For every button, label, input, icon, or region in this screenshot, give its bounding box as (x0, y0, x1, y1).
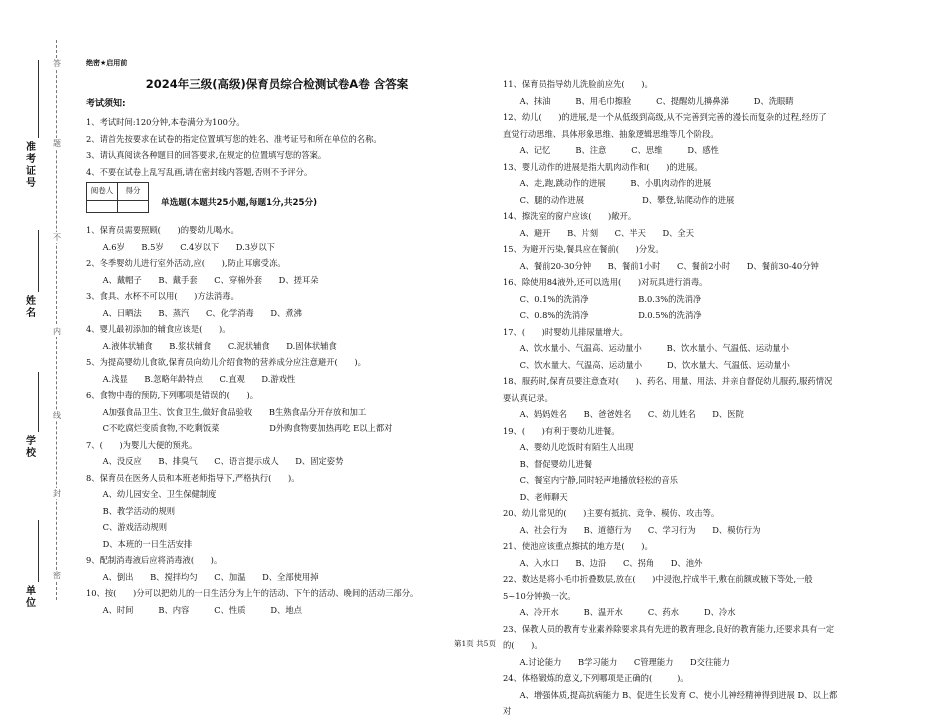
question-line: 7、( )为婴儿大便的预兆。 (86, 439, 198, 450)
name-label: 姓名 (26, 296, 36, 319)
question-line: A、餐前20-30分钟 B、餐前1小时 C、餐前2小时 D、餐前30-40分钟 (503, 260, 819, 271)
question-line: A、幼儿园安全、卫生保健制度 (86, 489, 217, 499)
question-line: A、冷开水 B、温开水 C、药水 D、冷水 (503, 607, 736, 617)
question-line: A、戴帽子 B、戴手套 C、穿棉外套 D、搓耳朵 (86, 274, 319, 285)
question-line: 17、( )时婴幼儿排尿量增大。 (503, 326, 628, 337)
question-line: 13、婴儿动作的进展是指大肌肉动作和( )的进展。 (503, 161, 703, 172)
question-line: A、倒出 B、搅拌均匀 C、加温 D、全部使用掉 (86, 571, 319, 582)
score-section (86, 182, 468, 222)
seal-char: 内 (53, 327, 61, 336)
question-line: 24、体格锻炼的意义,下列哪项是正确的( )。 (503, 673, 689, 683)
name-underline (38, 230, 39, 292)
question-line: 11、保育员指导幼儿洗脸前应先( )。 (503, 79, 653, 89)
question-line: C、饮水量大、气温高、运动量小 D、饮水量大、气温低、运动量小 (503, 359, 790, 370)
question-line: 12、幼儿( )的进展,是一个从低级到高级,从不完善到完善的漫长而复杂的过程,经历了 (503, 112, 827, 122)
school-label: 学校 (26, 436, 36, 459)
question-line: 6、食物中毒的预防,下列哪项是错误的( )。 (86, 390, 259, 400)
question-line: B、教学活动的规则 (86, 505, 176, 516)
question-line: 9、配制消毒液后应将消毒液( )。 (86, 555, 223, 565)
score-header: 得分 (118, 183, 149, 201)
question-line: A、日晒法 B、蒸汽 C、化学消毒 D、煮沸 (86, 307, 302, 318)
question-line: 20、幼儿常见的( )主要有抵抗、竞争、模仿、攻击等。 (503, 508, 720, 518)
secret-mark: 绝密★启用前 (86, 59, 128, 67)
question-line: A加强食品卫生、饮食卫生,做好食品验收 B生熟食品分开存放和加工 (86, 406, 367, 417)
seal-char: 线 (53, 411, 61, 420)
question-line: 16、除使用84液外,还可以选用( )对玩具进行消毒。 (503, 277, 708, 287)
question-line: 19、( )有利于婴幼儿进餐。 (503, 425, 620, 436)
exam-number-underline (38, 60, 39, 138)
question-line: 1、保育员需要照顾( )的婴幼儿喝水。 (86, 225, 239, 235)
question-line: 要认真记录。 (503, 392, 553, 403)
question-line: D、本班的一日生活安排 (86, 538, 193, 549)
notice-heading: 考试须知: (86, 99, 126, 109)
question-line: A、没反应 B、排臭气 C、语言提示成人 D、固定姿势 (86, 456, 344, 466)
question-line: 5~10分钟换一次。 (503, 590, 576, 601)
question-line: 直觉行动思维、具体形象思维、抽象逻辑思维等几个阶段。 (503, 128, 719, 139)
question-line: A、婴幼儿吃饭时有陌生人出现 (503, 442, 634, 452)
question-line: 对 (503, 706, 512, 716)
question-line: A、饮水量小、气温高、运动量小 B、饮水量小、气温低、运动量小 (503, 343, 789, 353)
question-line: A、增强体质,提高抗病能力 B、促进生长发育 C、使小儿神经精神得到进展 D、以上都 (503, 689, 838, 700)
question-line: C、0.8%的洗消净 D.0.5%的洗消净 (503, 310, 702, 320)
question-line: C不吃腐烂变质食物,不吃剩饭菜 D外购食物要加热再吃 E以上都对 (86, 423, 393, 433)
question-line: 10、按( )分可以把幼儿的一日生活分为上午的活动、下午的活动、晚间的活动三部分。 (86, 588, 419, 598)
question-line: A、抹油 B、用毛巾擦脸 C、提醒幼儿擤鼻涕 D、洗眼睛 (503, 95, 794, 106)
question-line: D、老师聊天 (503, 491, 568, 502)
left-column (86, 56, 468, 618)
question-line: 14、擦洗室的窗户应该( )敞开。 (503, 211, 637, 221)
binding-margin (0, 0, 70, 671)
question-line: A、避开 B、片刻 C、半天 D、全天 (503, 227, 695, 238)
score-cell[interactable] (118, 200, 149, 212)
question-line: B、督促婴幼儿进餐 (503, 458, 593, 469)
question-line: A、入水口 B、边沿 C、拐角 D、池外 (503, 557, 703, 568)
question-line: 的( )。 (503, 640, 543, 650)
question-line: 21、使池应该重点擦拭的地方是( )。 (503, 541, 653, 551)
notice-item: 2、请首先按要求在试卷的指定位置填写您的姓名、准考证号和所在单位的名称。 (86, 133, 382, 144)
seal-char: 不 (53, 233, 61, 242)
notice-item: 1、考试时间:120分钟,本卷满分为100分。 (86, 117, 245, 127)
question-line: A.讨论能力 B学习能力 C管理能力 D交往能力 (503, 656, 730, 667)
exam-number-label: 准考证号 (26, 142, 36, 189)
seal-char: 题 (53, 139, 61, 148)
question-line: 2、冬季婴幼儿进行室外活动,应( ),防止耳廓受冻。 (86, 258, 286, 268)
left-question-list (86, 222, 468, 618)
question-line: C、0.1%的洗消净 B.0.3%的洗消净 (503, 293, 702, 304)
question-line: 5、为提高婴幼儿食欲,保育员向幼儿介绍食物的营养成分应注意避开( )。 (86, 357, 366, 367)
question-line: C、餐室内宁静,同时轻声地播放轻松的音乐 (503, 475, 678, 485)
right-column (503, 76, 898, 720)
question-line: 8、保育员在医务人员和本班老师指导下,严格执行( )。 (86, 472, 300, 483)
score-table (86, 182, 149, 213)
reviewer-cell[interactable] (87, 200, 118, 212)
question-line: A.6岁 B.5岁 C.4岁以下 D.3岁以下 (86, 241, 275, 252)
question-line: 22、数达是将小毛巾折叠数层,放在( )中浸泡,拧成半干,敷在前额或腋下等处,一般 (503, 574, 813, 584)
seal-dashed-line (56, 40, 57, 600)
page-title: 2024年三级(高级)保育员综合检测试卷A卷 含答案 (145, 77, 409, 91)
question-line: A.浅显 B.忽略年龄特点 C.直观 D.游戏性 (86, 373, 296, 384)
question-line: 4、婴儿最初添加的辅食应该是( )。 (86, 324, 231, 334)
question-line: C、腿的动作进展 D、攀登,钻爬动作的进展 (503, 194, 735, 205)
right-question-list (503, 76, 898, 720)
question-line: A、社会行为 B、道德行为 C、学习行为 D、模仿行为 (503, 524, 761, 535)
question-line: 3、食具、水杯不可以用( )方法消毒。 (86, 291, 239, 301)
question-line: A、走,跑,跳动作的进展 B、小肌肉动作的进展 (503, 178, 712, 188)
seal-char: 密 (53, 571, 61, 580)
school-underline (38, 372, 39, 432)
section-title: 单选题(本题共25小题,每题1分,共25分) (161, 198, 318, 208)
seal-char: 答 (53, 59, 61, 68)
question-line: A、记忆 B、注意 C、思维 D、感性 (503, 145, 719, 155)
page-footer: 第1页 共5页 (454, 639, 496, 648)
notice-item: 4、不要在试卷上乱写乱画,请在密封线内答题,否则不予评分。 (86, 166, 313, 177)
question-line: 23、保教人员的教育专业素养除要求具有先进的教育理念,良好的教育能力,还要求具有一定 (503, 623, 835, 634)
question-line: A、妈妈姓名 B、爸爸姓名 C、幼儿姓名 D、医院 (503, 409, 744, 419)
question-line: 18、服药时,保育员要注意查对( )、药名、用量、用法、并亲自督促幼儿服药,服药情况 (503, 376, 833, 386)
notice-item: 3、请认真阅读各种题目的回答要求,在规定的位置填写您的答案。 (86, 150, 327, 160)
seal-char: 封 (53, 489, 61, 498)
question-line: A、时间 B、内容 C、性质 D、地点 (86, 604, 302, 615)
unit-label: 单位 (26, 586, 36, 609)
question-line: A.液体状辅食 B.浆状辅食 C.泥状辅食 D.固体状辅食 (86, 340, 337, 351)
unit-underline (38, 520, 39, 582)
reviewer-header: 阅卷人 (87, 183, 118, 201)
question-line: 15、为避开污染,餐具应在餐前( )分发。 (503, 244, 664, 254)
question-line: C、游戏活动规则 (86, 522, 168, 532)
